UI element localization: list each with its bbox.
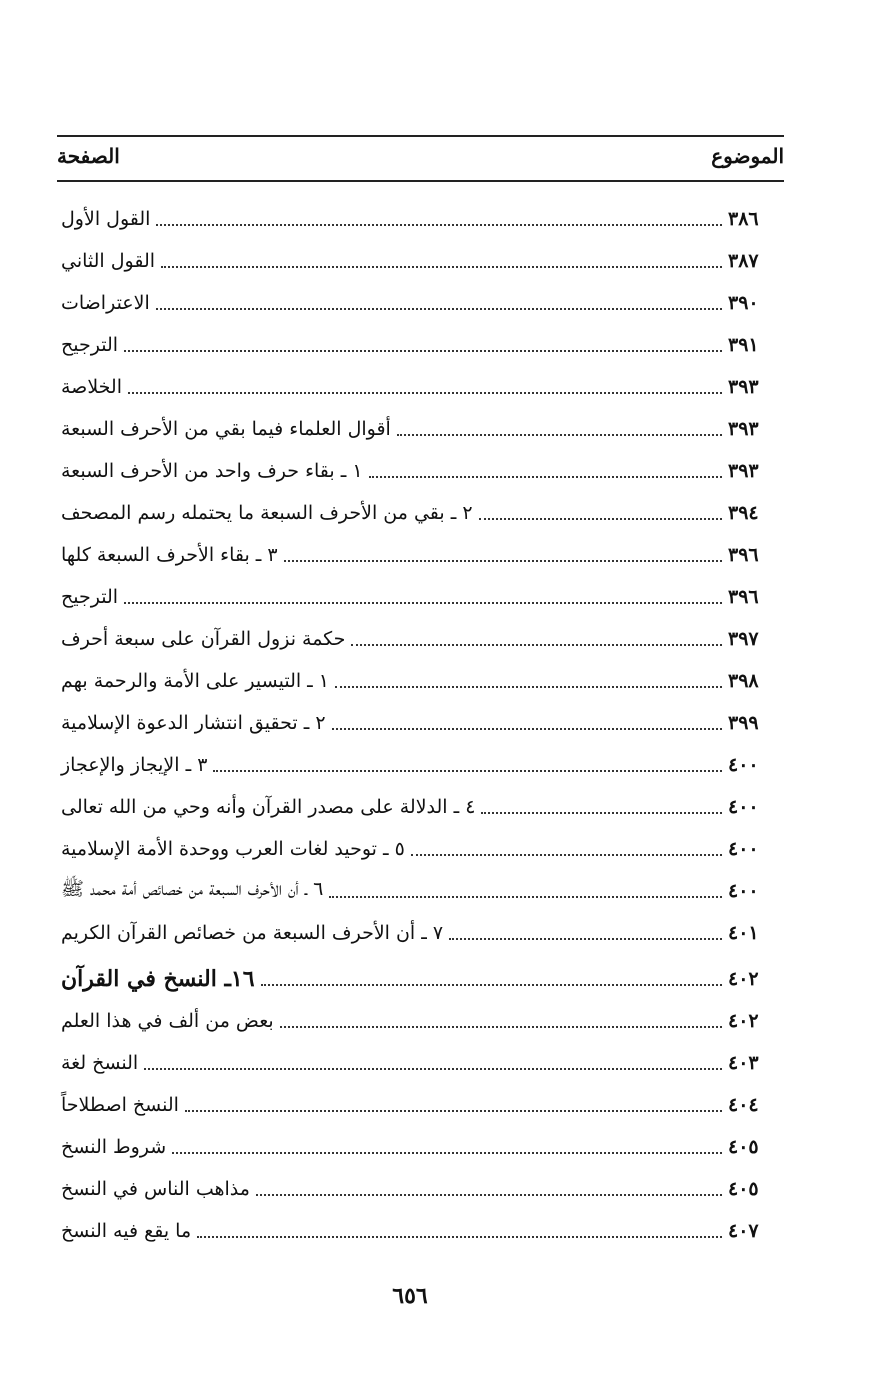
toc-entry-title: القول الثاني: [61, 250, 156, 272]
dot-leader: [156, 308, 722, 310]
toc-entry-title: حكمة نزول القرآن على سبعة أحرف: [61, 628, 346, 650]
dot-leader: [335, 686, 722, 688]
toc-entry-title: ٣ ـ بقاء الأحرف السبعة كلها: [61, 544, 278, 566]
toc-entry-title: الخلاصة: [61, 376, 122, 398]
dot-leader: [332, 728, 722, 730]
header-bottom-rule: [57, 180, 784, 182]
dot-leader: [397, 434, 722, 436]
dot-leader: [161, 266, 722, 268]
toc-entry: [57, 366, 784, 408]
toc-entry-title: الاعتراضات: [61, 292, 150, 314]
toc-entry-title: ٤ ـ الدلالة على مصدر القرآن وأنه وحي من الله تعالى: [61, 796, 476, 818]
toc-entry-page: ٤٠٠: [728, 754, 759, 776]
dot-leader: [481, 812, 722, 814]
toc-entry-title: ٢ ـ تحقيق انتشار الدعوة الإسلامية: [61, 712, 326, 734]
dot-leader: [411, 854, 722, 856]
toc-entry: [57, 618, 784, 660]
dot-leader: [124, 350, 722, 352]
toc-entry: [57, 660, 784, 702]
toc-entry-page: ٣٩٣: [728, 418, 759, 440]
topic-column-label: الموضوع: [711, 144, 784, 168]
toc-entry-page: ٤٠٠: [728, 880, 759, 902]
dot-leader: [280, 1026, 722, 1028]
toc-entry: [57, 534, 784, 576]
toc-entry: [57, 492, 784, 534]
toc-entry-page: ٣٨٧: [728, 250, 759, 272]
toc-entry: [57, 282, 784, 324]
toc-entry-title: مذاهب الناس في النسخ: [61, 1178, 250, 1200]
toc-entry-page: ٤٠٧: [728, 1220, 759, 1242]
toc-entry-page: ٣٩٤: [728, 502, 759, 524]
toc-entry: [57, 1126, 784, 1168]
dot-leader: [369, 476, 722, 478]
toc-entry-page: ٤٠٢: [728, 1010, 759, 1032]
toc-entry-title: ٧ ـ أن الأحرف السبعة من خصائص القرآن الكريم: [61, 922, 444, 944]
dot-leader: [124, 602, 722, 604]
dot-leader: [156, 224, 722, 226]
toc-entry: [57, 744, 784, 786]
toc-entry: [57, 240, 784, 282]
toc-entry-title: النسخ لغة: [61, 1052, 139, 1074]
toc-entry-page: ٤٠٠: [728, 838, 759, 860]
toc-entry-page: ٤٠٣: [728, 1052, 759, 1074]
toc-entry-page: ٤٠٥: [728, 1178, 759, 1200]
toc-entry-page: ٤٠٠: [728, 796, 759, 818]
toc-entry-page: ٤٠٤: [728, 1094, 759, 1116]
toc-entry-page: ٣٩٦: [728, 586, 759, 608]
toc-entry: [57, 828, 784, 870]
toc-chapter-heading: [57, 958, 784, 1000]
toc-entry-title: ١ ـ التيسير على الأمة والرحمة بهم: [61, 670, 329, 692]
toc-entry: [57, 576, 784, 618]
toc-entry-page: ٣٩٨: [728, 670, 759, 692]
toc-entry-page: ٣٩٣: [728, 460, 759, 482]
toc-header: [57, 140, 784, 176]
toc-entry: [57, 1210, 784, 1252]
toc-entry-title: ١ ـ بقاء حرف واحد من الأحرف السبعة: [61, 460, 363, 482]
toc-entry: [57, 1042, 784, 1084]
dot-leader: [351, 644, 722, 646]
dot-leader: [128, 392, 722, 394]
toc-entry-title: أقوال العلماء فيما بقي من الأحرف السبعة: [61, 418, 391, 440]
dot-leader: [197, 1236, 722, 1238]
toc-entry: [57, 408, 784, 450]
toc-entry-title: الترجيح: [61, 334, 119, 356]
toc-entry: [57, 870, 784, 912]
dot-leader: [479, 518, 722, 520]
dot-leader: [329, 896, 722, 898]
header-top-rule: [57, 135, 784, 137]
toc-list: [57, 198, 784, 1252]
toc-entry-page: ٤٠٥: [728, 1136, 759, 1158]
dot-leader: [261, 984, 722, 986]
toc-entry: [57, 450, 784, 492]
toc-entry: [57, 1084, 784, 1126]
toc-entry-title: شروط النسخ: [61, 1136, 167, 1158]
dot-leader: [172, 1152, 722, 1154]
toc-entry: [57, 1168, 784, 1210]
toc-entry-title: ما يقع فيه النسخ: [61, 1220, 192, 1242]
toc-entry-title: الترجيح: [61, 586, 119, 608]
toc-entry: [57, 1000, 784, 1042]
dot-leader: [256, 1194, 722, 1196]
toc-entry-title: ٦ ـ أن الأحرف السبعة من خصائص أمة محمد ﷺ: [61, 878, 324, 900]
toc-entry-title: ٣ ـ الإيجاز والإعجاز: [61, 754, 208, 776]
toc-entry-title: بعض من ألف في هذا العلم: [61, 1010, 274, 1032]
toc-entry-title: ٥ ـ توحيد لغات العرب ووحدة الأمة الإسلامية: [61, 838, 405, 860]
dot-leader: [144, 1068, 722, 1070]
toc-entry-page: ٣٩٩: [728, 712, 759, 734]
page-column-label: الصفحة: [57, 144, 120, 168]
toc-entry-title: القول الأول: [61, 208, 151, 230]
toc-entry-page: ٣٩٦: [728, 544, 759, 566]
page-number: ٦٥٦: [392, 1283, 428, 1309]
toc-entry-page: ٣٩١: [728, 334, 759, 356]
dot-leader: [185, 1110, 722, 1112]
toc-entry-title: ١٦ـ النسخ في القرآن: [61, 966, 255, 992]
toc-entry-page: ٤٠٢: [728, 968, 759, 990]
toc-entry: [57, 786, 784, 828]
dot-leader: [449, 938, 722, 940]
toc-entry-page: ٣٩٠: [728, 292, 759, 314]
toc-entry: [57, 198, 784, 240]
toc-entry: [57, 702, 784, 744]
toc-entry-title: النسخ اصطلاحاً: [61, 1094, 179, 1116]
toc-entry-page: ٣٨٦: [728, 208, 759, 230]
dot-leader: [213, 770, 722, 772]
dot-leader: [284, 560, 722, 562]
toc-entry: [57, 324, 784, 366]
toc-entry-page: ٣٩٣: [728, 376, 759, 398]
toc-entry-page: ٤٠١: [728, 922, 759, 944]
toc-entry-title: ٢ ـ بقي من الأحرف السبعة ما يحتمله رسم المصحف: [61, 502, 473, 524]
toc-entry: [57, 912, 784, 954]
toc-entry-page: ٣٩٧: [728, 628, 759, 650]
